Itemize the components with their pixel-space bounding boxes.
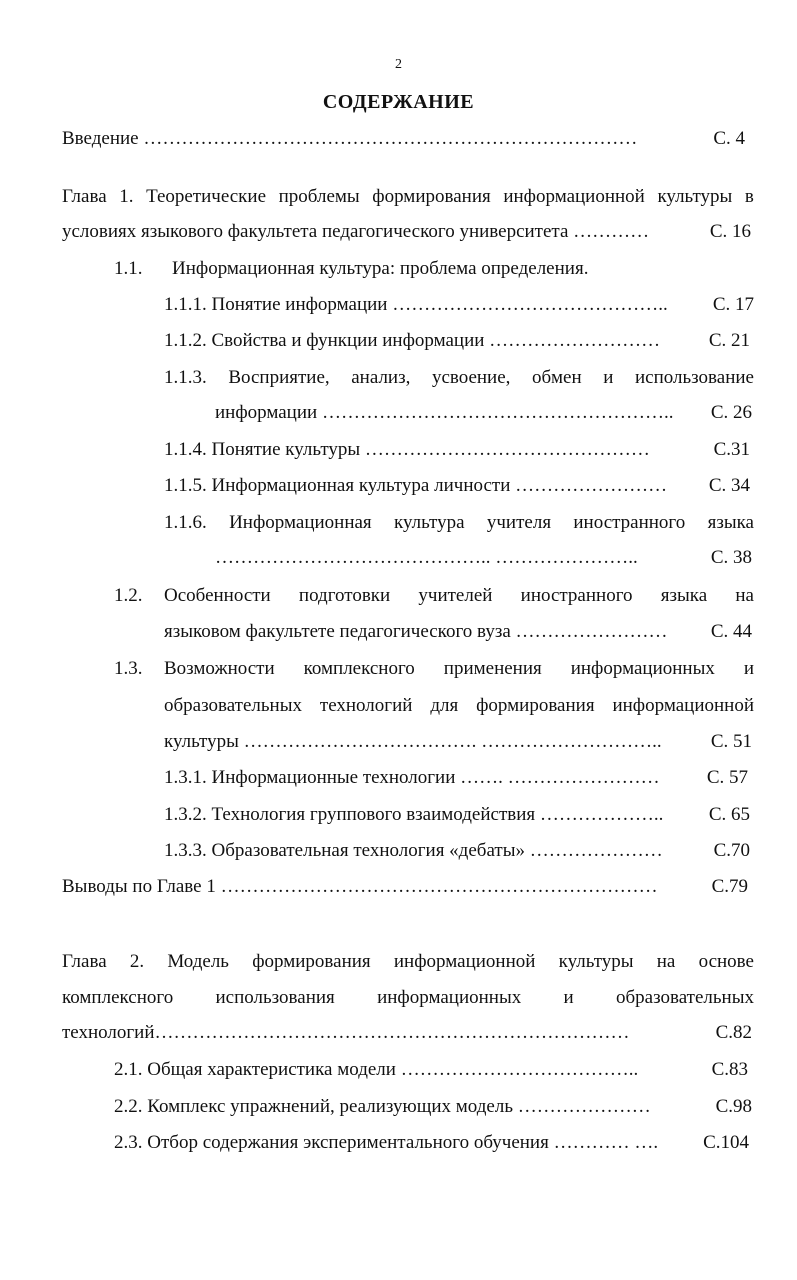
toc-label: Введение [62,128,139,149]
toc-entry-1-1-4[interactable]: 1.1.4. Понятие культуры ……………………………………… С.31 [164,439,750,460]
toc-chapter2-line3[interactable]: технологий ………………………………………………………………… С.82 [62,1022,752,1043]
toc-section-1-2-line1[interactable]: Особенности подготовки учителей иностранного языка на [164,585,754,606]
toc-entry-1-1-6-line2[interactable]: …………………………………….. ………………….. С. 38 [215,547,752,568]
toc-entry-1-1-3-line2[interactable]: информации ……………………………………………….. С. 26 [215,402,752,423]
toc-entry-1-1-3-line1[interactable]: 1.1.3. Восприятие, анализ, усвоение, обмен и использование [164,367,754,388]
toc-label: условиях языкового факультета педагогического университета [62,221,569,242]
toc-section-1-1[interactable]: 1.1. Информационная культура: проблема определения. [114,258,589,279]
toc-section-1-3-line1[interactable]: Возможности комплексного применения информационных и [164,658,754,679]
toc-entry-1-1-5[interactable]: 1.1.5. Информационная культура личности …………………… С. 34 [164,475,750,496]
toc-entry-1-1-6-line1[interactable]: 1.1.6. Информационная культура учителя иностранного языка [164,512,754,533]
toc-leader: ………… [573,221,650,242]
toc-section-1-2-num: 1.2. [114,585,143,606]
toc-page: С. 16 [709,221,751,242]
toc-section-1-3-num: 1.3. [114,658,143,679]
toc-entry-conclusions[interactable]: Выводы по Главе 1 …………………………………………………………… С.79 [62,876,748,897]
toc-leader: …………………………………………………………………… [143,128,638,149]
toc-chapter2-line1[interactable]: Глава 2. Модель формирования информационной культуры на основе [62,951,754,972]
toc-entry-2-2[interactable]: 2.2. Комплекс упражнений, реализующих модель ………………… С.98 [114,1096,752,1117]
toc-chapter1-line1[interactable]: Глава 1. Теоретические проблемы формирования информационной культуры в [62,186,754,207]
toc-chapter2-line2[interactable]: комплексного использования информационных и образовательных [62,987,754,1008]
toc-entry-1-3-2[interactable]: 1.3.2. Технология группового взаимодействия ……………….. С. 65 [164,804,750,825]
page-number: 2 [395,57,402,72]
toc-section-1-3-line2[interactable]: образовательных технологий для формирования информационной [164,695,754,716]
toc-chapter1-line2[interactable] [62,220,751,244]
toc-entry-1-1-2[interactable]: 1.1.2. Свойства и функции информации ……………………… С. 21 [164,330,750,351]
toc-entry-2-1[interactable]: 2.1. Общая характеристика модели ……………………………….. С.83 [114,1059,748,1080]
toc-page: С. 4 [713,128,745,149]
toc-entry-1-1-1[interactable]: 1.1.1. Понятие информации …………………………………….. С. 17 [164,294,754,315]
toc-section-1-2-line2[interactable]: языковом факультете педагогического вуза …………………… С. 44 [164,621,752,642]
toc-entry-1-3-3[interactable]: 1.3.3. Образовательная технология «дебаты» ………………… С.70 [164,840,750,861]
toc-section-1-3-line3[interactable]: культуры ………………………………. ……………………….. С. 51 [164,731,752,752]
page-title: СОДЕРЖАНИЕ [322,91,475,113]
toc-entry-introduction[interactable] [62,127,745,151]
toc-entry-1-3-1[interactable]: 1.3.1. Информационные технологии ……. …………………… С. 57 [164,767,748,788]
toc-entry-2-3[interactable]: 2.3. Отбор содержания экспериментального обучения ………… …. С.104 [114,1132,749,1153]
